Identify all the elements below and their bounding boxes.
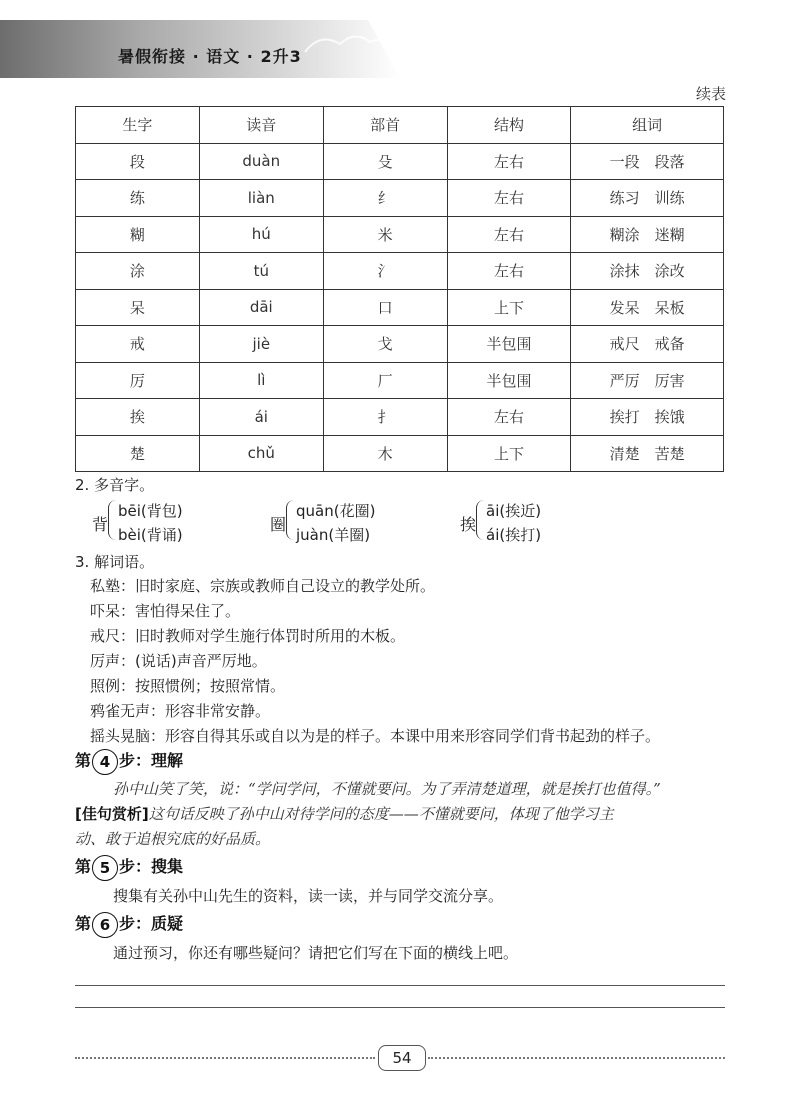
cloud-decoration-icon bbox=[300, 22, 390, 62]
table-cell: 糊 bbox=[76, 216, 200, 253]
table-cell: 殳 bbox=[323, 143, 447, 180]
table-cell: liàn bbox=[199, 180, 323, 217]
table-cell: 挨打 挨饿 bbox=[571, 399, 724, 436]
table-cell: 清楚 苦楚 bbox=[571, 435, 724, 472]
table-cell: 上下 bbox=[447, 289, 571, 326]
brace-icon bbox=[476, 500, 485, 540]
word-definition: 鸦雀无声：形容非常安静。 bbox=[90, 702, 271, 720]
table-cell: 纟 bbox=[323, 180, 447, 217]
continued-label: 续表 bbox=[695, 85, 726, 103]
table-cell: 戈 bbox=[323, 326, 447, 363]
brace-icon bbox=[286, 500, 295, 540]
polyphonic-char: 挨 bbox=[460, 515, 477, 534]
table-cell: 涂抹 涂改 bbox=[571, 253, 724, 290]
question-instruction: 通过预习，你还有哪些疑问？请把它们写在下面的横线上吧。 bbox=[113, 944, 519, 962]
table-cell: 严厉 厉害 bbox=[571, 362, 724, 399]
table-row bbox=[76, 399, 724, 436]
table-cell: 练习 训练 bbox=[571, 180, 724, 217]
appreciation-line-2: 动、敢于追根究底的好品质。 bbox=[75, 830, 271, 848]
table-row bbox=[76, 435, 724, 472]
table-cell: lì bbox=[199, 362, 323, 399]
table-row bbox=[76, 143, 724, 180]
word-definition: 摇头晃脑：形容自得其乐或自以为是的样子。本课中用来形容同学们背书起劲的样子。 bbox=[90, 727, 661, 745]
table-cell: 楚 bbox=[76, 435, 200, 472]
word-definition: 照例：按照惯例；按照常情。 bbox=[90, 677, 286, 695]
table-cell: 米 bbox=[323, 216, 447, 253]
column-header: 结构 bbox=[447, 107, 571, 144]
table-cell: duàn bbox=[199, 143, 323, 180]
column-header: 部首 bbox=[323, 107, 447, 144]
collect-instruction: 搜集有关孙中山先生的资料，读一读，并与同学交流分享。 bbox=[113, 887, 504, 905]
step-4-heading bbox=[75, 748, 183, 775]
table-cell: hú bbox=[199, 216, 323, 253]
table-cell: 戒 bbox=[76, 326, 200, 363]
word-definition: 私塾：旧时家庭、宗族或教师自己设立的教学处所。 bbox=[90, 577, 436, 595]
table-cell: 厂 bbox=[323, 362, 447, 399]
table-cell: 氵 bbox=[323, 253, 447, 290]
table-cell: 左右 bbox=[447, 143, 571, 180]
table-row bbox=[76, 253, 724, 290]
table-cell: 上下 bbox=[447, 435, 571, 472]
footer-dotted-rule bbox=[75, 1057, 375, 1059]
table-cell: 涂 bbox=[76, 253, 200, 290]
step-title: 步：理解 bbox=[119, 751, 184, 770]
reading-1: bēi(背包) bbox=[118, 502, 183, 520]
table-cell: 左右 bbox=[447, 216, 571, 253]
brace-icon bbox=[108, 500, 117, 540]
table-cell: 木 bbox=[323, 435, 447, 472]
table-cell: ái bbox=[199, 399, 323, 436]
step-title: 步：搜集 bbox=[119, 857, 184, 876]
step-prefix: 第 bbox=[75, 751, 92, 770]
table-cell: 厉 bbox=[76, 362, 200, 399]
table-cell: 戒尺 戒备 bbox=[571, 326, 724, 363]
table-cell: 挨 bbox=[76, 399, 200, 436]
words-heading: 3. 解词语。 bbox=[75, 553, 155, 571]
table-row bbox=[76, 216, 724, 253]
appreciation-line-1 bbox=[75, 803, 614, 824]
column-header: 组词 bbox=[571, 107, 724, 144]
reading-2: bèi(背诵) bbox=[118, 526, 183, 544]
table-cell: 糊涂 迷糊 bbox=[571, 216, 724, 253]
table-cell: 发呆 呆板 bbox=[571, 289, 724, 326]
table-cell: 练 bbox=[76, 180, 200, 217]
word-definition: 厉声：(说话)声音严厉地。 bbox=[90, 652, 267, 670]
step-number: 4 bbox=[92, 749, 118, 775]
page-number: 54 bbox=[378, 1045, 426, 1071]
polyphonic-char: 背 bbox=[92, 515, 109, 534]
book-title: 暑假衔接 · 语文 · 2升3 bbox=[118, 47, 302, 66]
table-cell: chǔ bbox=[199, 435, 323, 472]
step-number: 6 bbox=[92, 912, 118, 938]
appreciation-text: 这句话反映了孙中山对待学问的态度——不懂就要问，体现了他学习主 bbox=[148, 805, 614, 823]
step-6-heading bbox=[75, 911, 183, 938]
table-cell: 左右 bbox=[447, 180, 571, 217]
step-prefix: 第 bbox=[75, 857, 92, 876]
table-row bbox=[76, 289, 724, 326]
answer-line[interactable] bbox=[75, 1007, 725, 1008]
table-row bbox=[76, 362, 724, 399]
reading-1: āi(挨近) bbox=[486, 502, 542, 520]
table-cell: 半包围 bbox=[447, 326, 571, 363]
table-cell: 左右 bbox=[447, 399, 571, 436]
table-cell: 左右 bbox=[447, 253, 571, 290]
table-cell: 扌 bbox=[323, 399, 447, 436]
table-cell: jiè bbox=[199, 326, 323, 363]
table-cell: 呆 bbox=[76, 289, 200, 326]
table-cell: 口 bbox=[323, 289, 447, 326]
column-header: 生字 bbox=[76, 107, 200, 144]
reading-2: juàn(羊圈) bbox=[296, 526, 371, 544]
reading-2: ái(挨打) bbox=[486, 526, 542, 544]
word-definition: 吓呆：害怕得呆住了。 bbox=[90, 602, 241, 620]
step-5-heading bbox=[75, 854, 183, 881]
character-table bbox=[75, 106, 724, 472]
table-header-row bbox=[76, 107, 724, 144]
table-row bbox=[76, 180, 724, 217]
table-cell: 半包围 bbox=[447, 362, 571, 399]
polyphonic-char: 圈 bbox=[270, 515, 287, 534]
table-cell: dāi bbox=[199, 289, 323, 326]
word-definition: 戒尺：旧时教师对学生施行体罚时所用的木板。 bbox=[90, 627, 406, 645]
polyphonic-heading: 2. 多音字。 bbox=[75, 476, 155, 494]
answer-line[interactable] bbox=[75, 985, 725, 986]
step-number: 5 bbox=[92, 855, 118, 881]
footer-dotted-rule bbox=[428, 1057, 725, 1059]
table-row bbox=[76, 326, 724, 363]
table-cell: 一段 段落 bbox=[571, 143, 724, 180]
table-cell: 段 bbox=[76, 143, 200, 180]
reading-1: quān(花圈) bbox=[296, 502, 376, 520]
step-title: 步：质疑 bbox=[119, 914, 184, 933]
table-cell: tú bbox=[199, 253, 323, 290]
appreciation-tag: [佳句赏析] bbox=[75, 805, 149, 823]
column-header: 读音 bbox=[199, 107, 323, 144]
step-prefix: 第 bbox=[75, 914, 92, 933]
quote-text: 孙中山笑了笑，说：“学问学问，不懂就要问。为了弄清楚道理，就是挨打也值得。” bbox=[113, 780, 661, 798]
